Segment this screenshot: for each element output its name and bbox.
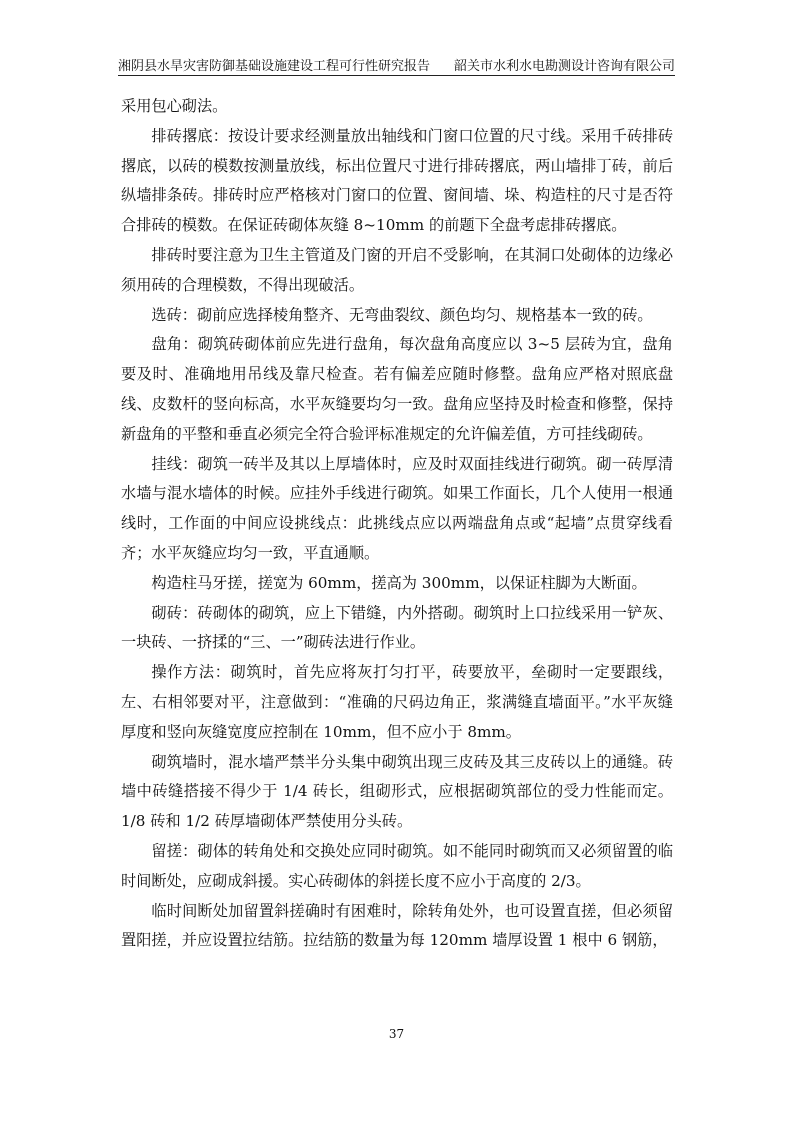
page-number: 37 (388, 1027, 405, 1041)
paragraph-string-line: 挂线：砌筑一砖半及其以上厚墙体时，应及时双面挂线进行砌筑。砌一砖厚清水墙与混水墙体的时候。应挂外手线进行砌筑。如果工作面长，几个人使用一根通线时，工作面的中间应设挑线点：此挑线点应以两端盘角点或“起墙”点贯穿线看齐；水平灰缝应均匀一致，平直通顺。 (121, 454, 673, 562)
header-company-name: 韶关市水利水电勘测设计咨询有限公司 (453, 59, 675, 74)
paragraph-brick-layout-note: 排砖时要注意为卫生主管道及门窗的开启不受影响，在其洞口处砌体的边缘必须用砖的合理模数，不得出现破活。 (121, 245, 673, 294)
body-text (121, 92, 673, 956)
paragraph-toothing-joints: 留搓：砌体的转角处和交换处应同时砌筑。如不能同时砌筑而又必须留置的临时间断处，应砌成斜援。实心砖砌体的斜搓长度不应小于高度的 2/3。 (121, 841, 673, 890)
paragraph-column-toothing: 构造柱马牙搓，搓宽为 60mm，搓高为 300mm，以保证柱脚为大断面。 (151, 573, 647, 592)
paragraph-brick-layout: 排砖撂底：按设计要求经测量放出轴线和门窗口位置的尺寸线。采用千砖排砖撂底，以砖的模数按测量放线，标出位置尺寸进行排砖撂底，两山墙排丁砖，前后纵墙排条砖。排砖时应严格核对门窗口的位置、窗间墙、垛、构造柱的尺寸是否符合排砖的模数。在保证砖砌体灰缝 8~10mm 的前题下全盘考虑排砖撂底。 (121, 126, 673, 235)
paragraph-temporary-break: 临时间断处加留置斜搓确时有困难时，除转角处外，也可设置直搓，但必须留置阳搓，并应设置拉结筋。拉结筋的数量为每 120mm 墙厚设置 1 根中 6 钢筋， (121, 901, 673, 950)
paragraph-brick-selection: 选砖：砌前应选择棱角整齐、无弯曲裂纹、颜色均匀、规格基本一致的砖。 (151, 305, 653, 324)
paragraph-operation-method: 操作方法：砌筑时，首先应将灰打匀打平，砖要放平，垒砌时一定要跟线，左、右相邻要对平，注意做到：“准确的尺码边角正，浆满缝直墙面平。”水平灰缝厚度和竖向灰缝宽度应控制在 10mm，但不应小于 8mm。 (121, 663, 673, 741)
page-header (118, 54, 675, 74)
paragraph-continuation: 采用包心砌法。 (121, 97, 228, 115)
paragraph-corner-building: 盘角：砌筑砖砌体前应先进行盘角，每次盘角高度应以 3~5 层砖为宜，盘角要及时、准确地用吊线及靠尺检查。若有偏差应随时修整。盘角应严格对照底盘线、皮数杆的竖向标高，水平灰缝要均匀一致。盘角应坚持及时检查和修整，保持新盘角的平整和垂直必须完全符合验评标准规定的允许偏差值，方可挂线砌砖。 (121, 335, 673, 443)
paragraph-bricklaying: 砌砖：砖砌体的砌筑，应上下错缝，内外搭砌。砌筑时上口拉线采用一铲灰、一块砖、一挤揉的“三、一”砌砖法进行作业。 (121, 603, 673, 652)
paragraph-wall-masonry: 砌筑墙时，混水墙严禁半分头集中砌筑出现三皮砖及其三皮砖以上的通缝。砖墙中砖缝搭接不得少于 1/4 砖长，组砌形式，应根据砌筑部位的受力性能而定。1/8 砖和 1/2 砖厚墙砌体严禁使用分头砖。 (121, 752, 673, 831)
header-report-title: 湘阴县水旱灾害防御基础设施建设工程可行性研究报告 (118, 59, 431, 74)
header-divider (118, 75, 675, 76)
